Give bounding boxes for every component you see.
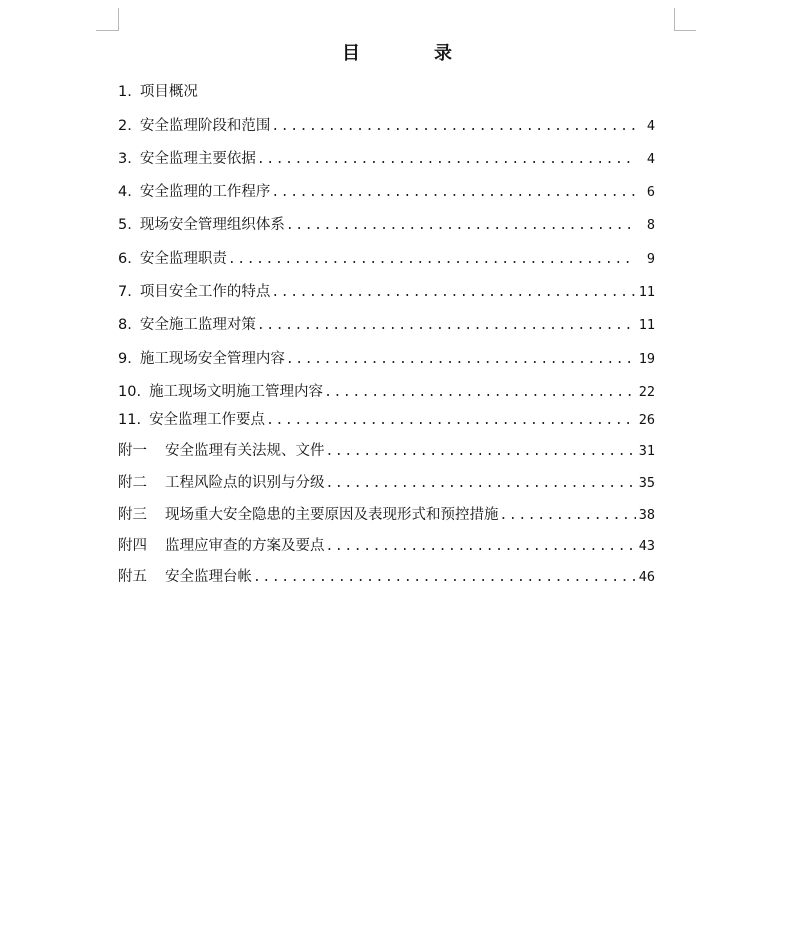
toc-entry[interactable]	[118, 214, 655, 236]
toc-entry-title: 项目概况	[139, 84, 198, 100]
toc-entry-title: 安全监理的工作程序	[139, 184, 271, 200]
toc-dot-leader	[266, 410, 636, 432]
toc-entry[interactable]	[118, 281, 655, 303]
toc-entry-title: 安全监理工作要点	[149, 412, 266, 428]
toc-entry-page: 6	[646, 184, 655, 200]
toc-entry-number: 4.	[118, 184, 132, 200]
toc-entry-number: 11.	[118, 412, 142, 428]
toc-entry-page: 38	[638, 507, 655, 523]
toc-dot-leader	[286, 215, 636, 237]
toc-entry[interactable]	[118, 381, 655, 403]
toc-entry-page: 31	[638, 443, 655, 459]
toc-entry-number: 附五	[118, 569, 147, 585]
toc-entry[interactable]	[118, 440, 655, 462]
toc-entry-number: 2.	[118, 118, 132, 134]
toc-entry-page: 11	[638, 317, 655, 333]
toc-entry-number: 附一	[118, 443, 147, 459]
toc-dot-leader	[271, 182, 636, 204]
crop-mark-top-right-vertical	[674, 8, 675, 31]
toc-entry-title: 安全监理有关法规、文件	[165, 443, 325, 459]
toc-entry-number: 附四	[118, 538, 147, 554]
toc-entry-page: 19	[638, 351, 655, 367]
toc-dot-leader	[326, 473, 637, 495]
toc-dot-leader	[271, 116, 636, 138]
toc-dot-leader	[286, 349, 636, 371]
crop-mark-top-right-horizontal	[674, 30, 696, 31]
toc-entry[interactable]	[118, 504, 655, 526]
toc-entry-page: 11	[638, 284, 655, 300]
crop-mark-top-left-vertical	[118, 8, 119, 31]
toc-entry-number: 3.	[118, 151, 132, 167]
toc-entry-title: 工程风险点的识别与分级	[165, 475, 325, 491]
toc-entry-page: 46	[638, 569, 655, 585]
toc-entry-page: 22	[638, 384, 655, 400]
toc-entry[interactable]	[118, 472, 655, 494]
toc-dot-leader	[271, 282, 636, 304]
toc-entry[interactable]	[118, 314, 655, 336]
toc-entry-title: 安全监理台帐	[165, 569, 252, 585]
toc-entry-title: 施工现场安全管理内容	[139, 351, 285, 367]
toc-dot-leader	[257, 149, 636, 171]
toc-entry-title: 安全监理主要依据	[139, 151, 256, 167]
toc-entry-number: 附三	[118, 507, 147, 523]
toc-entry-page: 35	[638, 475, 655, 491]
toc-entry-number: 8.	[118, 317, 132, 333]
toc-dot-leader	[257, 315, 636, 337]
crop-mark-top-left-horizontal	[96, 30, 119, 31]
toc-dot-leader	[500, 505, 637, 527]
toc-entry[interactable]	[118, 248, 655, 270]
toc-entry-title: 现场重大安全隐患的主要原因及表现形式和预控措施	[165, 507, 499, 523]
toc-entry-page: 4	[646, 118, 655, 134]
toc-dot-leader	[326, 441, 637, 463]
toc-entry[interactable]	[118, 535, 655, 557]
toc-title: 目 录	[342, 43, 480, 64]
toc-entry-title: 监理应审查的方案及要点	[165, 538, 325, 554]
toc-entry[interactable]	[118, 148, 655, 170]
toc-entry-page: 9	[646, 251, 655, 267]
toc-entry-title: 施工现场文明施工管理内容	[149, 384, 324, 400]
toc-entry-page: 26	[638, 412, 655, 428]
toc-entry-number: 5.	[118, 217, 132, 233]
toc-entry-number: 附二	[118, 475, 147, 491]
toc-entry-number: 9.	[118, 351, 132, 367]
toc-entry-title: 安全施工监理对策	[139, 317, 256, 333]
toc-dot-leader	[326, 536, 637, 558]
toc-entry-page: 43	[638, 538, 655, 554]
toc-entry-page: 4	[646, 151, 655, 167]
toc-entry-number: 6.	[118, 251, 132, 267]
toc-entry-title: 安全监理职责	[139, 251, 227, 267]
toc-entry-title: 项目安全工作的特点	[139, 284, 271, 300]
toc-entry-title: 安全监理阶段和范围	[139, 118, 271, 134]
toc-entry-number: 1.	[118, 84, 132, 100]
toc-dot-leader	[253, 567, 636, 589]
toc-entry-page: 8	[646, 217, 655, 233]
toc-entry[interactable]	[118, 181, 655, 203]
toc-entry[interactable]	[118, 348, 655, 370]
toc-entry[interactable]	[118, 409, 655, 431]
toc-dot-leader	[324, 382, 636, 404]
toc-entry-title: 现场安全管理组织体系	[139, 217, 285, 233]
toc-entry[interactable]	[118, 115, 655, 137]
toc-dot-leader	[228, 249, 636, 271]
toc-entry[interactable]	[118, 81, 655, 103]
toc-entry[interactable]	[118, 566, 655, 588]
toc-entry-number: 10.	[118, 384, 142, 400]
toc-entry-number: 7.	[118, 284, 132, 300]
